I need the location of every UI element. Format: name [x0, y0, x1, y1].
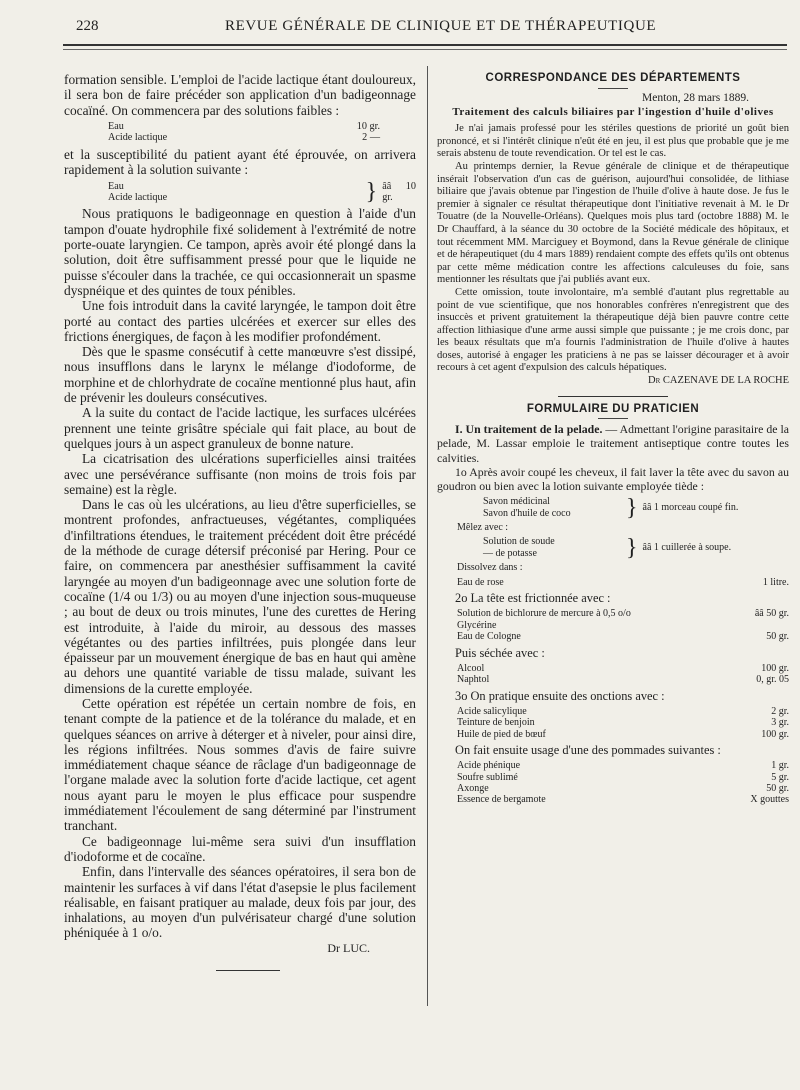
step-heading: 2o La tête est frictionnée avec : — [455, 591, 611, 606]
paragraph: Dans le cas où les ulcérations, au lieu d'être superficielles, se montrent profondes, anfractueuses, végétantes, compliquées d'infiltrations étendues, le traitement précédent doit être précédé de la méthode de curage détersif préconisé par Hering. Pour ce faire, on commencera par anesthésier suffisamment la cavité laryngée au moyen d'un badigeonnage avec une solution forte de cocaïne (1/4 ou 1/3) ou au moyen d'une injection sous-muqueuse ; au bout de deux ou trois minutes, l'une des curettes de Hering est introduite, à l'aide du miroir, au dessous des masses végétantes ou des parties infiltrées, puis plongée dans leur épaisseur par un mouvement énergique de bas en haut qui amène au dehors une quantité variable de tissu malade, suivant les dimensions de la curette employée. — [64, 497, 416, 696]
running-title: REVUE GÉNÉRALE DE CLINIQUE ET DE THÉRAPEUTIQUE — [225, 18, 657, 34]
author-signature: Dr CAZENAVE DE LA ROCHE — [648, 375, 789, 387]
end-rule — [216, 970, 280, 971]
title-rule — [598, 418, 628, 419]
formula-line: Axonge 50 gr. — [457, 782, 789, 794]
paragraph: et la susceptibilité du patient ayant été éprouvée, on arrivera rapidement à la solution suivante : — [64, 147, 416, 178]
paragraph: Au printemps dernier, la Revue générale de clinique et de thérapeutique insérait l'observation d'un cas de guérison, aujourd'hui consolidée, de lithiase biliaire que j'avais obtenue par l'ingestion de l'huile d'olive à haute dose. Je fus le premier à signaler ce résultat thérapeutique dont l'initiative revenait à M. le Dr Touatre (de la Nouvelle-Orléans). Quelques mois plus tard (octobre 1888) M. le Dr Chauffard, à la séance du 30 octobre de la Société médicale des hôpitaux, et tout récemment MM. Marciguey et Boymond, dans la Revue générale de clinique et de hérapeutiquet (du 4 mars 1889) rendaient compte des effets qu'ils ont obtenus par cette même médication contre les affections calculeuses du foie, sans mentionner les résultats que j'ai publiés avant eux. — [437, 160, 789, 286]
left-column — [64, 72, 416, 971]
paragraph: Enfin, dans l'intervalle des séances opératoires, il sera bon de maintenir les surfaces à vif dans l'état d'asepsie le plus facilement réalisable, en faisant pratiquer au malade, deux fois par jour, des inhalations, au moyen d'un pulvérisateur chargé d'une solution phéniquée à 1 o/o. — [64, 864, 416, 941]
page-header — [0, 0, 800, 70]
formula-line: Essence de bergamote X gouttes — [457, 794, 789, 806]
formula-line: Eau 10 gr. — [108, 120, 380, 132]
formula-2 — [108, 181, 416, 204]
formula-eau-rose — [457, 577, 789, 588]
formula-line: Naphtol 0, gr. 05 — [457, 674, 789, 686]
paragraph: I. Un traitement de la pelade. — Admettant l'origine parasitaire de la pelade, M. Lassar emploie le traitement antiseptique contre toutes les calvities. — [437, 422, 789, 465]
formula-line: Glycérine — [457, 619, 497, 631]
paragraph: 1o Après avoir coupé les cheveux, il fait laver la tête avec du savon au goudron ou bien avec la lotion suivante employée tiède : — [437, 464, 789, 494]
formula-friction — [457, 608, 789, 642]
formula-qty: ââ 10 gr. — [382, 180, 416, 204]
formula-line: Eau de Cologne 50 gr. — [457, 631, 789, 643]
column-divider — [427, 66, 428, 1006]
paragraph: Nous pratiquons le badigeonnage en question à l'aide d'un tampon d'ouate hydrophile fixé solidement à l'extrémité de notre porte-ouate laryngien. Ce tampon, après avoir été plongé dans la solution, doit être suffisamment pressé pour que le liquide ne puisse s'écouler dans la trachée, ce qui occasionnerait un spasme dyspnéique et des quintes de toux pénibles. — [64, 206, 416, 298]
brace-glyph: } — [365, 179, 378, 206]
formula-lotion-a — [483, 496, 789, 519]
article-title: Traitement des calculs biliaires par l'ingestion d'huile d'olives — [452, 106, 774, 119]
formula-line: Solution de bichlorure de mercure à 0,5 o/o ââ 50 gr. — [457, 608, 789, 620]
paragraph: Cette opération est répétée un certain nombre de fois, en tenant compte de la patience et de la tolérance du malade, et en quelques séances on arrive à déterger et à niveler, pour ainsi dire, les régions infiltrées. Nous sommes d'avis de faire suivre immédiatement chaque séance de râclage d'un badigeonnage de l'organe malade avec la solution forte d'acide lactique, cet agent nous ayant paru le moyen le plus efficace pour suspendre immédiatement l'écoulement de sang déterminé par l'instrument tranchant. — [64, 695, 416, 834]
entry-title: I. Un traitement de la pelade. — [455, 422, 603, 437]
formula-item: Eau — [108, 180, 124, 192]
brace-glyph: } — [626, 494, 638, 521]
formula-line: Acide lactique 2 — — [108, 132, 380, 144]
formula-item: — de potasse — [483, 547, 537, 559]
page-number: 228 — [76, 18, 99, 34]
formula-onctions — [457, 706, 789, 740]
formula-qty: ââ 1 cuillerée à soupe. — [642, 542, 732, 554]
paragraph: Ce badigeonnage lui-même sera suivi d'un insufflation d'iodoforme et de cocaïne. — [64, 833, 416, 864]
formulaire-body — [437, 422, 789, 806]
paragraph: Je n'ai jamais professé pour les stériles questions de priorité un goût bien prononcé, et si l'intérêt clinique n'eût été en jeu, il est plus que probable que je me serais abstenu de toute revendication. Or tel est le cas. — [437, 123, 789, 160]
formula-pommade — [457, 760, 789, 806]
formula-line: Alcool 100 gr. — [457, 662, 789, 674]
formula-item: Solution de soude — [483, 536, 555, 548]
step-heading: 3o On pratique ensuite des onctions avec : — [455, 688, 665, 703]
formula-item: Savon d'huile de coco — [483, 507, 571, 519]
section-title: FORMULAIRE DU PRATICIEN — [526, 402, 700, 415]
title-rule — [598, 88, 628, 89]
formula-line: Teinture de benjoin 3 gr. — [457, 717, 789, 729]
formula-item: Acide lactique — [108, 192, 168, 204]
formula-line: Acide phénique 1 gr. — [457, 760, 789, 772]
formula-sechage — [457, 663, 789, 686]
formula-lotion-b — [483, 536, 789, 559]
brace-glyph: } — [626, 534, 638, 561]
formula-item: Savon médicinal — [483, 496, 550, 508]
formula-1 — [108, 121, 416, 144]
paragraph: Dès que le spasme consécutif à cette manœuvre s'est dissipé, nous insufflons dans le larynx le mélange d'iodoforme, de morphine et de chlorhydrate de cocaïne mentionné plus haut, afin de prévenir les douleurs consécutives. — [64, 344, 416, 406]
header-rule — [63, 44, 787, 46]
formula-line: Eau de rose 1 litre. — [457, 576, 789, 588]
formula-qty: ââ 1 morceau coupé fin. — [642, 501, 739, 513]
formula-line: Soufre sublimé 5 gr. — [457, 771, 789, 783]
paragraph: La cicatrisation des ulcérations superficielles ainsi traitées avec une persévérance suffisante (non moins de trois fois par semaine) est la règle. — [64, 451, 416, 497]
formula-line: Huile de pied de bœuf 100 gr. — [457, 728, 789, 740]
step-heading: On fait ensuite usage d'une des pommades suivantes : — [455, 742, 721, 757]
instruction: Mêlez avec : — [457, 522, 509, 534]
step-heading: Puis séchée avec : — [455, 645, 545, 660]
author-signature: Dr LUC. — [327, 940, 370, 955]
dateline: Menton, 28 mars 1889. — [641, 91, 749, 104]
paragraph: A la suite du contact de l'acide lactique, les surfaces ulcérées prennent une teinte grisâtre spéciale qui fait place, au bout de quelques jours à un aspect granuleux de bonne nature. — [64, 405, 416, 451]
paragraph: formation sensible. L'emploi de l'acide lactique étant douloureux, il sera bon de faire précéder son application d'un badigeonnage cocaïné. On commencera par des solutions faibles : — [64, 72, 416, 118]
section-title: CORRESPONDANCE DES DÉPARTEMENTS — [485, 72, 741, 84]
section-separator — [437, 396, 789, 397]
formula-line: Acide salicylique 2 gr. — [457, 705, 789, 717]
header-rule-thin — [63, 49, 787, 50]
paragraph: Une fois introduit dans la cavité laryngée, le tampon doit être porté au contact des parties ulcérées et exercer sur elles des frictions énergiques, de façon à les modifier profondément. — [64, 298, 416, 344]
paragraph: Cette omission, toute involontaire, m'a semblé d'autant plus regrettable au point de vue scientifique, que nos honorables confrères n'enregistrent que des insuccès et privent gratuitement la thérapeutique déjà bien pauvre contre cette affection lithiasique d'une arme aussi simple que puissante ; je me crois donc, par les beaux résultats que m'a fournis l'administration de l'huile d'olive à hautes doses, autorisé à engager les praticiens à ne pas se laisser décourager et à avoir recours à cet agent d'expulsion des calculs hépatiques. — [437, 286, 789, 374]
right-column — [437, 72, 789, 809]
instruction: Dissolvez dans : — [457, 562, 523, 574]
